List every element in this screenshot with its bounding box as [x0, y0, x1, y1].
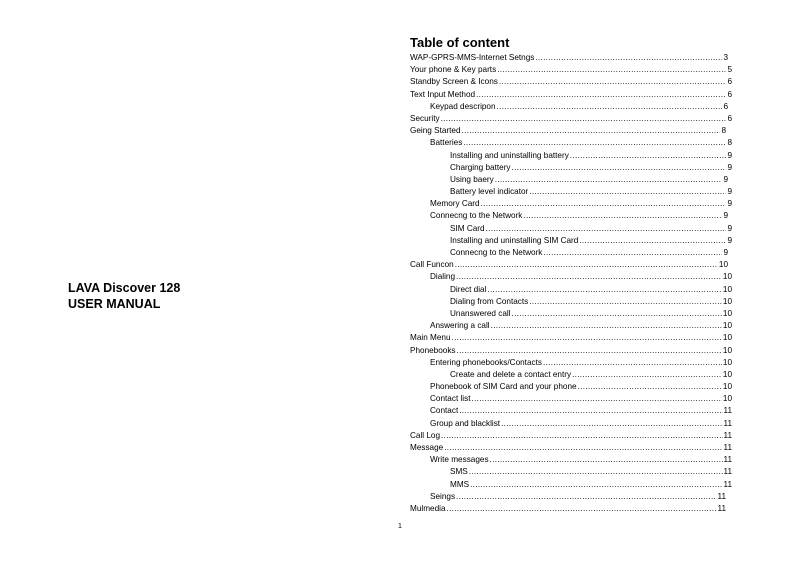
toc-dot-leader — [579, 235, 726, 247]
toc-dot-leader — [447, 503, 717, 515]
toc-entry-text: Security — [410, 113, 440, 123]
toc-dot-leader — [456, 491, 716, 503]
toc-entry-page: 10 — [722, 333, 732, 343]
toc-entry[interactable] — [410, 296, 732, 308]
toc-dot-leader — [543, 357, 722, 369]
toc-dot-leader — [457, 345, 722, 357]
toc-entry-page: 10 — [722, 284, 732, 294]
toc-entry-page: 11 — [723, 479, 732, 489]
toc-entry-text: Battery level indicator — [450, 187, 529, 197]
page-number: 1 — [398, 523, 402, 530]
toc-entry-text: Text Input Method — [410, 89, 476, 99]
toc-entry-page: 11 — [723, 430, 732, 440]
cover-title — [68, 280, 180, 312]
toc-entry-text: Connecng to the Network — [430, 211, 523, 221]
toc-entry[interactable] — [410, 137, 732, 149]
toc-dot-leader — [491, 320, 722, 332]
toc-dot-leader — [512, 308, 722, 320]
toc-entry-page: 9 — [727, 199, 732, 209]
toc-entry[interactable] — [410, 381, 732, 393]
toc-entry-text: Batteries — [430, 138, 463, 148]
toc-entry[interactable] — [410, 64, 732, 76]
toc-entry-text: Direct dial — [450, 284, 487, 294]
toc-entry-page: 11 — [723, 406, 732, 416]
toc-entry-text: Message — [410, 443, 444, 452]
toc-entry-text: Charging battery — [450, 162, 511, 172]
toc-entry-text: SMS — [450, 467, 468, 477]
toc-entry-page: 5 — [727, 65, 732, 75]
toc-entry-page: 11 — [717, 491, 726, 501]
product-name: LAVA Discover 128 — [68, 281, 181, 295]
toc-dot-leader — [455, 259, 718, 271]
toc-entry-text: WAP-GPRS-MMS-Internet Setngs — [410, 53, 535, 62]
toc-entry-page: 10 — [722, 345, 732, 355]
toc-entry-page: 10 — [722, 296, 732, 306]
toc-dot-leader — [572, 369, 722, 381]
toc-entry-text: Contact — [430, 406, 459, 416]
toc-entry[interactable] — [410, 113, 732, 125]
toc-entry-page: 10 — [722, 272, 732, 282]
toc-entry-text: Geing Started — [410, 126, 461, 136]
toc-entry-page: 10 — [722, 321, 732, 331]
toc-entry[interactable] — [410, 247, 728, 259]
toc-entry-text: Memory Card — [430, 199, 480, 209]
toc-dot-leader — [570, 150, 727, 162]
toc-entry-page: 6 — [727, 89, 732, 99]
toc-dot-leader — [578, 381, 722, 393]
toc-entry[interactable] — [410, 76, 732, 88]
toc-entry-text: Connecng to the Network — [450, 248, 543, 257]
toc-entry-text: Your phone & Key parts — [410, 65, 497, 75]
toc-entry-page: 9 — [727, 223, 732, 233]
toc-entry-text: Seings — [430, 491, 456, 501]
toc-entry[interactable] — [410, 174, 728, 186]
toc-entry-text: Contact list — [430, 394, 471, 404]
toc-dot-leader — [501, 418, 722, 430]
toc-entry[interactable] — [410, 454, 732, 466]
toc-entry[interactable] — [410, 479, 732, 491]
toc-entry[interactable] — [410, 332, 732, 344]
toc-dot-leader — [459, 405, 722, 417]
toc-dot-leader — [512, 162, 727, 174]
toc-dot-leader — [481, 198, 727, 210]
toc-dot-leader — [441, 113, 727, 125]
toc-entry-text: Mulmedia — [410, 503, 446, 513]
toc-entry-text: Group and blacklist — [430, 418, 501, 428]
toc-entry[interactable] — [410, 405, 732, 417]
toc-dot-leader — [497, 101, 723, 113]
toc-entry-text: Standby Screen & Icons — [410, 77, 498, 87]
toc-entry[interactable] — [410, 150, 732, 162]
toc-dot-leader — [452, 332, 722, 344]
toc-dot-leader — [529, 296, 722, 308]
toc-entry[interactable] — [410, 503, 726, 515]
toc-entry-text: SIM Card — [450, 223, 485, 233]
toc-entry-text: Keypad descripon — [430, 101, 496, 111]
toc-dot-leader — [499, 76, 727, 88]
toc-entry-page: 9 — [727, 187, 732, 197]
toc-entry[interactable] — [410, 125, 726, 137]
toc-entry-text: Call Funcon — [410, 260, 454, 270]
toc-dot-leader — [535, 52, 722, 64]
toc-dot-leader — [472, 393, 722, 405]
toc-entry-page: 9 — [723, 248, 728, 257]
toc-entry-text: Phonebook of SIM Card and your phone — [430, 382, 577, 392]
toc-entry[interactable] — [410, 52, 728, 64]
toc-entry-page: 11 — [723, 467, 732, 477]
toc-entry-text: MMS — [450, 479, 470, 489]
toc-entry-page: 6 — [723, 101, 728, 111]
toc-dot-leader — [487, 284, 721, 296]
toc-dot-leader — [441, 430, 722, 442]
toc-entry[interactable] — [410, 418, 732, 430]
toc-entry[interactable] — [410, 271, 732, 283]
toc-dot-leader — [469, 466, 723, 478]
toc-entry[interactable] — [410, 259, 728, 271]
toc-entry-page: 10 — [722, 394, 732, 404]
manual-label: USER MANUAL — [68, 297, 161, 311]
toc-dot-leader — [444, 442, 722, 454]
toc-dot-leader — [463, 137, 726, 149]
toc-entry[interactable] — [410, 198, 732, 210]
table-of-contents — [410, 52, 732, 515]
toc-dot-leader — [543, 247, 722, 259]
toc-entry-page: 10 — [722, 369, 732, 379]
toc-entry-page: 8 — [727, 138, 732, 148]
toc-entry-page: 11 — [717, 503, 726, 513]
toc-entry-page: 11 — [723, 418, 732, 428]
toc-entry-page: 3 — [723, 53, 728, 62]
toc-entry-page: 9 — [727, 150, 732, 160]
toc-dot-leader — [470, 479, 722, 491]
toc-entry-text: Dialing — [430, 272, 456, 282]
toc-entry-page: 10 — [722, 357, 732, 367]
toc-dot-leader — [462, 125, 721, 137]
toc-entry-page: 9 — [723, 211, 728, 221]
toc-dot-leader — [486, 223, 727, 235]
toc-entry[interactable] — [410, 357, 732, 369]
toc-entry-page: 10 — [718, 260, 728, 270]
toc-entry-text: Entering phonebooks/Contacts — [430, 357, 542, 367]
toc-entry[interactable] — [410, 430, 732, 442]
toc-entry-text: Call Log — [410, 430, 441, 440]
toc-entry-text: Installing and uninstalling battery — [450, 150, 569, 160]
toc-entry-text: Phonebooks — [410, 345, 456, 355]
toc-entry-page: 10 — [722, 308, 732, 318]
toc-entry-page: 9 — [727, 162, 732, 172]
toc-entry-text: Write messages — [430, 455, 489, 465]
toc-entry-text: Installing and uninstalling SIM Card — [450, 235, 579, 245]
toc-dot-leader — [529, 186, 726, 198]
toc-entry[interactable] — [410, 393, 732, 405]
toc-entry[interactable] — [410, 284, 732, 296]
toc-entry[interactable] — [410, 491, 726, 503]
toc-title: Table of content — [410, 35, 510, 50]
toc-entry[interactable] — [410, 442, 732, 454]
toc-entry[interactable] — [410, 162, 732, 174]
toc-dot-leader — [495, 174, 723, 186]
toc-entry-text: Using baery — [450, 174, 494, 184]
toc-entry-page: 11 — [723, 455, 732, 465]
toc-entry-page: 11 — [723, 443, 732, 452]
toc-entry-page: 6 — [727, 113, 732, 123]
toc-entry-page: 9 — [727, 235, 732, 245]
toc-entry[interactable] — [410, 89, 732, 101]
toc-dot-leader — [490, 454, 723, 466]
toc-entry[interactable] — [410, 308, 732, 320]
toc-entry[interactable] — [410, 320, 732, 332]
toc-dot-leader — [523, 210, 722, 222]
toc-entry[interactable] — [410, 210, 728, 222]
toc-entry-page: 8 — [721, 126, 726, 136]
toc-entry[interactable] — [410, 369, 732, 381]
toc-entry[interactable] — [410, 466, 732, 478]
toc-entry-page: 10 — [722, 382, 732, 392]
toc-entry[interactable] — [410, 235, 732, 247]
toc-dot-leader — [497, 64, 726, 76]
toc-dot-leader — [476, 89, 726, 101]
toc-entry-text: Main Menu — [410, 333, 451, 343]
toc-entry-page: 9 — [723, 174, 728, 184]
toc-entry[interactable] — [410, 223, 732, 235]
toc-entry[interactable] — [410, 186, 732, 198]
toc-entry-text: Answering a call — [430, 321, 490, 331]
toc-entry-text: Create and delete a contact entry — [450, 369, 572, 379]
toc-entry-text: Dialing from Contacts — [450, 296, 529, 306]
toc-entry[interactable] — [410, 345, 732, 357]
toc-entry-text: Unanswered call — [450, 308, 511, 318]
toc-dot-leader — [456, 271, 722, 283]
toc-entry[interactable] — [410, 101, 728, 113]
toc-entry-page: 6 — [727, 77, 732, 87]
